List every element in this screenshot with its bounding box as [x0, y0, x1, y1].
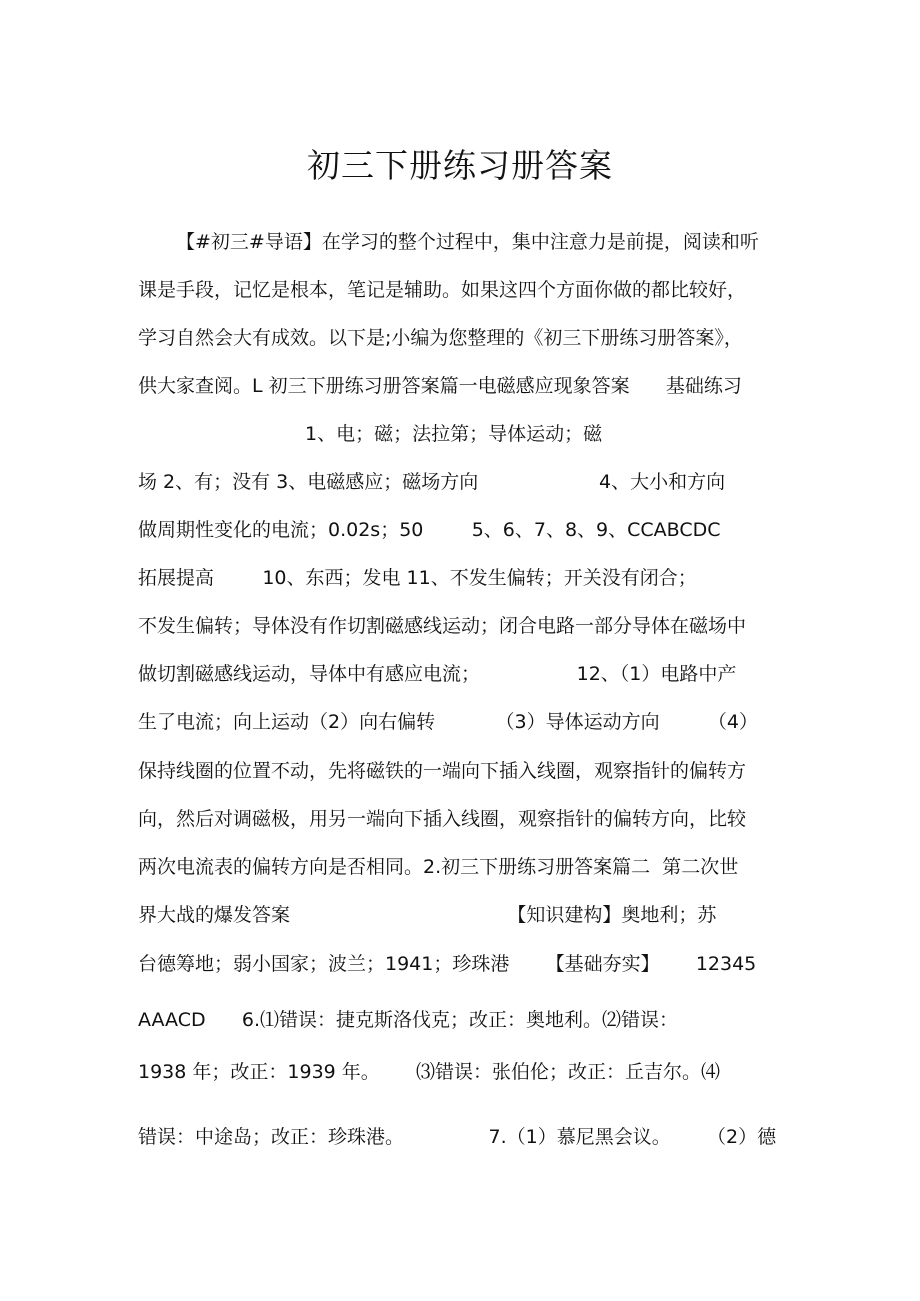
paragraph-line: 1938 年；改正：1939 年。 ⑶错误：张伯伦；改正：丘吉尔。⑷ — [138, 1061, 721, 1083]
paragraph-line: 生了电流；向上运动（2）向右偏转 （3）导体运动方向 （4） — [138, 711, 758, 733]
paragraph-line: 学习自然会大有成效。以下是;小编为您整理的《初三下册练习册答案》， — [138, 327, 743, 349]
paragraph-line: 场 2、有；没有 3、电磁感应；磁场方向 4、大小和方向 — [138, 471, 726, 493]
paragraph-line: 保持线圈的位置不动，先将磁铁的一端向下插入线圈，观察指针的偏转方 — [138, 760, 747, 782]
paragraph-line: 做周期性变化的电流；0.02s；50 5、6、7、8、9、CCABCDC — [138, 519, 721, 541]
paragraph-line: 界大战的爆发答案 【知识建构】奥地利；苏 — [138, 904, 717, 926]
paragraph-line: 两次电流表的偏转方向是否相同。2.初三下册练习册答案篇二 第二次世 — [138, 856, 739, 878]
paragraph-line: AAACD 6.⑴错误：捷克斯洛伐克；改正：奥地利。⑵错误： — [138, 1009, 678, 1031]
paragraph-line: 台德筹地；弱小国家；波兰；1941；珍珠港 【基础夯实】 12345 — [138, 953, 757, 975]
paragraph-line: 【#初三#导语】在学习的整个过程中，集中注意力是前提，阅读和听 — [176, 231, 759, 253]
paragraph-line: 1、电；磁；法拉第；导体运动；磁 — [305, 423, 603, 445]
paragraph-line: 供大家查阅。L 初三下册练习册答案篇一电磁感应现象答案 基础练习 — [138, 375, 742, 397]
document-title: 初三下册练习册答案 — [307, 146, 613, 185]
paragraph-line: 拓展提高 10、东西；发电 11、不发生偏转；开关没有闭合； — [138, 567, 697, 589]
paragraph-line: 不发生偏转；导体没有作切割磁感线运动；闭合电路一部分导体在磁场中 — [138, 615, 747, 637]
paragraph-line: 做切割磁感线运动，导体中有感应电流； 12、（1）电路中产 — [138, 663, 737, 685]
paragraph-line: 课是手段，记忆是根本，笔记是辅助。如果这四个方面你做的都比较好， — [138, 279, 747, 301]
paragraph-line: 错误：中途岛；改正：珍珠港。 7.（1）慕尼黑会议。 （2）德 — [138, 1126, 777, 1148]
paragraph-line: 向，然后对调磁极，用另一端向下插入线圈，观察指针的偏转方向，比较 — [138, 808, 747, 830]
